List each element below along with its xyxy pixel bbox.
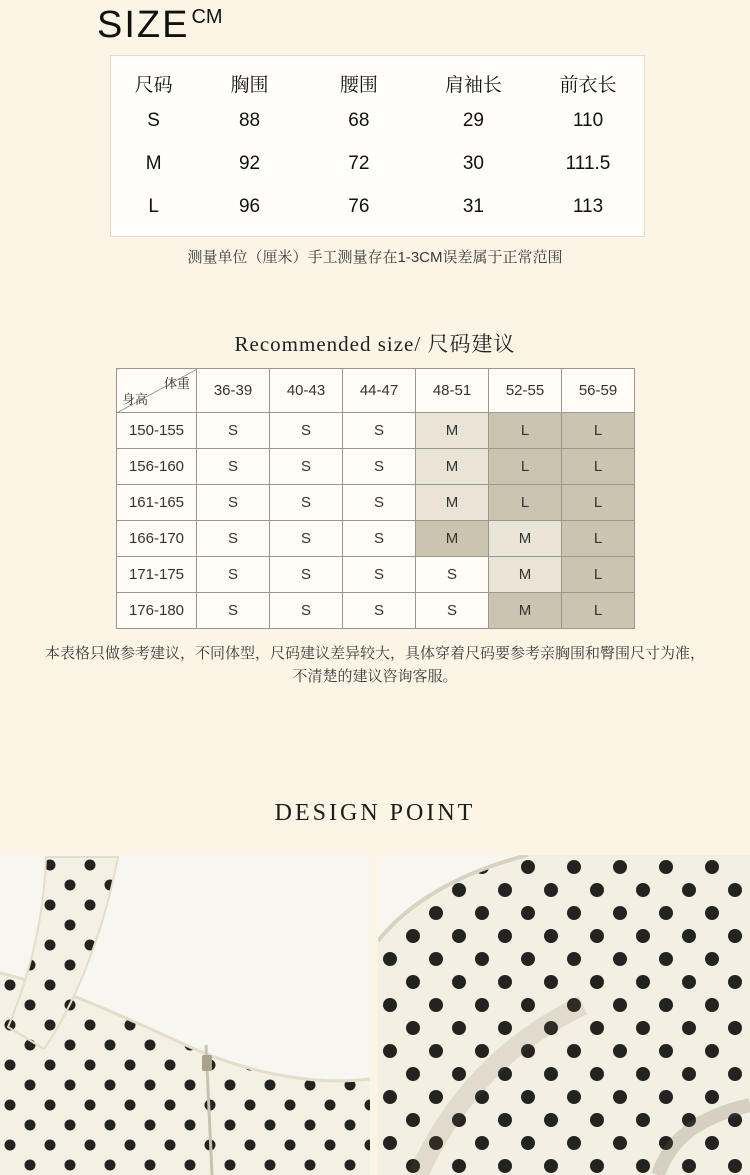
size-cell: S — [197, 557, 270, 593]
weight-range-header: 56-59 — [562, 369, 635, 413]
size-cell: S — [343, 485, 416, 521]
size-cell: S — [270, 485, 343, 521]
weight-axis-label: 体重 — [163, 376, 190, 391]
size-cell: S — [270, 413, 343, 449]
height-range: 166-170 — [117, 521, 197, 557]
size-cell: M — [489, 557, 562, 593]
size-cell: L — [562, 485, 635, 521]
size-cell: S — [197, 449, 270, 485]
size-table-box — [110, 55, 645, 237]
col-header-waist: 腰围 — [339, 74, 378, 96]
size-cell: S — [197, 521, 270, 557]
size-row-m — [111, 143, 644, 186]
recommend-row — [117, 413, 635, 449]
recommend-row — [117, 593, 635, 629]
size-cell: S — [197, 593, 270, 629]
col-header-front-length: 前衣长 — [559, 74, 617, 96]
polka-dot-neckline-photo — [0, 855, 370, 1175]
size-cell: S — [270, 557, 343, 593]
size-cell: S — [343, 521, 416, 557]
weight-range-header: 52-55 — [489, 369, 562, 413]
cell: L — [148, 195, 159, 217]
cell: 88 — [238, 110, 261, 132]
size-cell: L — [489, 485, 562, 521]
height-range: 161-165 — [117, 485, 197, 521]
cell: 110 — [572, 110, 604, 132]
size-cell: S — [343, 413, 416, 449]
cell: 92 — [238, 152, 261, 174]
size-cell: L — [562, 521, 635, 557]
size-cell: L — [562, 557, 635, 593]
design-point-title: DESIGN POINT — [274, 800, 476, 826]
height-axis-label: 身高 — [122, 392, 149, 407]
cell: 96 — [238, 195, 261, 217]
size-table — [111, 56, 644, 228]
cell: M — [145, 152, 162, 174]
size-cell: M — [489, 521, 562, 557]
cell: 29 — [462, 110, 484, 132]
size-cell: S — [197, 485, 270, 521]
size-title: SIZE — [97, 4, 190, 46]
recommend-size-table — [116, 368, 635, 629]
sleeve-illustration — [378, 855, 750, 1175]
size-cell: S — [343, 449, 416, 485]
size-cell: M — [416, 413, 489, 449]
cell: 113 — [572, 195, 604, 217]
diagonal-header-cell — [117, 369, 197, 413]
size-table-header-row — [111, 56, 644, 100]
size-cell: S — [416, 557, 489, 593]
cell: 30 — [462, 152, 484, 174]
recommend-row — [117, 485, 635, 521]
size-cell: L — [489, 449, 562, 485]
size-cell: S — [270, 521, 343, 557]
height-range: 171-175 — [117, 557, 197, 593]
size-cell: S — [197, 413, 270, 449]
col-header-bust: 胸围 — [230, 74, 269, 96]
recommend-header-row — [117, 369, 635, 413]
weight-range-header: 48-51 — [416, 369, 489, 413]
recommend-note-line1: 本表格只做参考建议，不同体型，尺码建议差异较大，具体穿着尺码要参考亲胸围和臀围尺寸为准， — [44, 645, 705, 662]
weight-range-header: 40-43 — [270, 369, 343, 413]
size-cell: L — [562, 449, 635, 485]
size-cell: M — [416, 521, 489, 557]
size-cell: L — [489, 413, 562, 449]
measurement-note: 测量单位（厘米）手工测量存在1-3CM误差属于正常范围 — [187, 249, 563, 266]
size-row-s — [111, 100, 644, 143]
recommend-row — [117, 449, 635, 485]
size-cell: S — [416, 593, 489, 629]
size-section-heading — [97, 6, 223, 44]
recommend-row — [117, 557, 635, 593]
recommend-note-line2: 不清楚的建议咨询客服。 — [292, 668, 458, 685]
zipper-pull — [202, 1055, 212, 1071]
size-unit-label: CM — [191, 6, 223, 28]
size-cell: S — [343, 593, 416, 629]
col-header-shoulder-sleeve: 肩袖长 — [444, 74, 502, 96]
size-cell: L — [562, 413, 635, 449]
cell: 72 — [348, 152, 370, 174]
height-range: 156-160 — [117, 449, 197, 485]
size-cell: L — [562, 593, 635, 629]
polka-dot-sleeve-photo — [378, 855, 750, 1175]
recommended-size-title: Recommended size/ 尺码建议 — [234, 332, 516, 356]
size-cell: M — [416, 485, 489, 521]
weight-range-header: 36-39 — [197, 369, 270, 413]
design-point-photos — [0, 855, 750, 1175]
height-range: 150-155 — [117, 413, 197, 449]
cell: 68 — [348, 110, 370, 132]
size-cell: S — [270, 593, 343, 629]
cell: 31 — [462, 195, 484, 217]
size-cell: M — [416, 449, 489, 485]
weight-range-header: 44-47 — [343, 369, 416, 413]
cell: 111.5 — [565, 152, 611, 174]
neckline-illustration — [0, 855, 370, 1175]
height-range: 176-180 — [117, 593, 197, 629]
col-header-size: 尺码 — [134, 74, 173, 96]
size-cell: M — [489, 593, 562, 629]
cell: 76 — [348, 195, 370, 217]
size-cell: S — [343, 557, 416, 593]
cell: S — [147, 110, 160, 132]
size-cell: S — [270, 449, 343, 485]
recommend-row — [117, 521, 635, 557]
size-row-l — [111, 185, 644, 228]
